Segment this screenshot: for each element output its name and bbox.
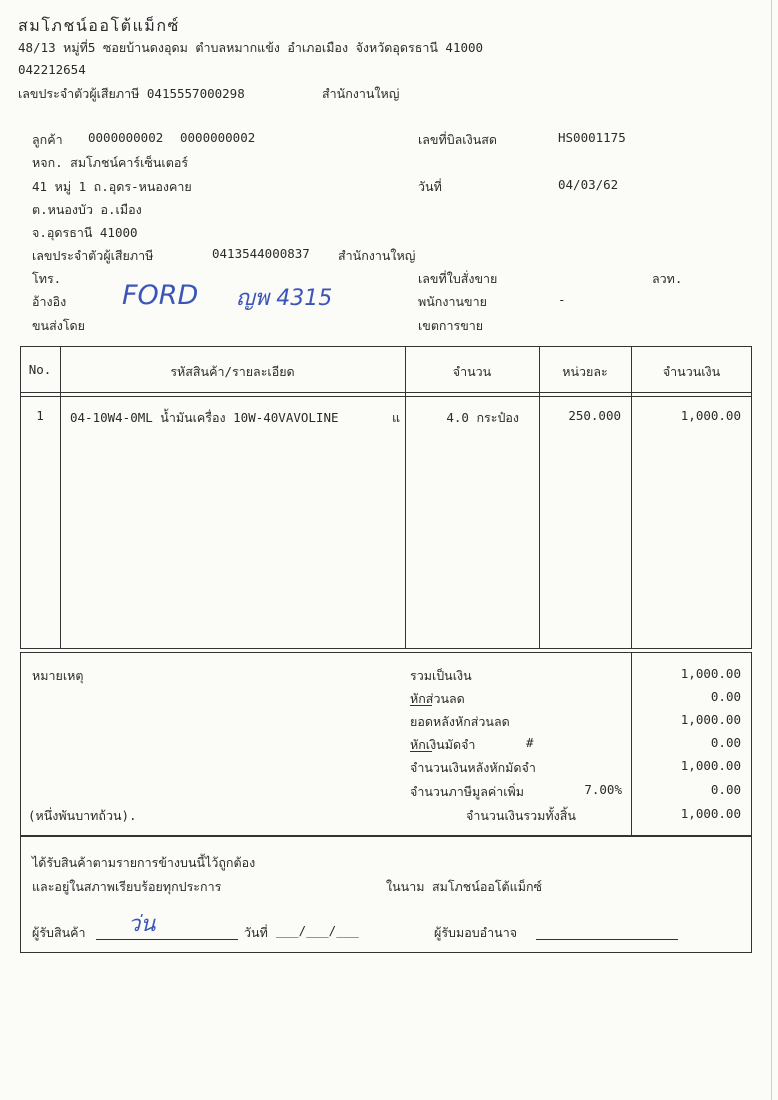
customer-phone-label: โทร. [32, 271, 62, 286]
bill-no-label: เลขที่บิลเงินสด [418, 132, 497, 147]
customer-code-2: 0000000002 [180, 130, 256, 145]
vat-value: 0.00 [710, 782, 741, 797]
grand-total-label: จำนวนเงินรวมทั้งสิ้น [466, 808, 576, 823]
col-divider-price [631, 346, 632, 649]
customer-name: หจก. สมโภชน์คาร์เซ็นเตอร์ [32, 155, 189, 170]
bill-date-label: วันที่ [418, 179, 442, 194]
deposit-mark: # [526, 735, 534, 750]
customer-tax-label: เลขประจำตัวผู้เสียภาษี [32, 248, 154, 263]
receiver-signature-line [96, 939, 238, 940]
customer-tax-id: 0413544000837 [212, 246, 310, 261]
header-amount: จำนวนเงิน [662, 364, 721, 379]
subtotal-label: รวมเป็นเงิน [410, 668, 472, 683]
customer-ship-label: ขนส่งโดย [32, 318, 85, 333]
customer-code: 0000000002 [88, 130, 164, 145]
discount-label: หักส่วนลด [410, 691, 465, 706]
deposit-label-underline [410, 751, 432, 752]
salesperson-label: พนักงานขาย [418, 294, 487, 309]
company-phone: 042212654 [18, 62, 86, 77]
customer-address-1: 41 หมู่ 1 ถ.อุดร-หนองคาย [32, 179, 192, 194]
remark-label: หมายเหตุ [32, 668, 84, 683]
handwritten-plate-note: ญพ 4315 [236, 286, 333, 311]
header-no: No. [28, 362, 52, 377]
after-discount-label: ยอดหลังหักส่วนลด [410, 714, 510, 729]
discount-label-underline [410, 705, 432, 706]
customer-address-3: จ.อุดรธานี 41000 [32, 225, 138, 240]
row-amount: 1,000.00 [680, 408, 741, 423]
company-branch: สำนักงานใหญ่ [322, 86, 400, 101]
customer-label: ลูกค้า [32, 132, 63, 147]
discount-value: 0.00 [710, 689, 741, 704]
header-qty: จำนวน [452, 364, 492, 379]
row-mark: แ [392, 410, 401, 425]
company-name: สมโภชน์ออโต้แม็กซ์ [18, 16, 180, 35]
header-unit-price: หน่วยละ [562, 364, 608, 379]
received-line-2: และอยู่ในสภาพเรียบร้อยทุกประการ [32, 879, 222, 894]
handwritten-ref-note: FORD [122, 280, 199, 311]
receive-date-blank: ___/___/___ [276, 923, 359, 938]
page-edge [771, 0, 772, 1100]
receive-date-label: วันที่ [244, 925, 268, 940]
customer-ref-label: อ้างอิง [32, 294, 67, 309]
receiver-label: ผู้รับสินค้า [32, 925, 86, 940]
on-behalf: ในนาม สมโภชน์ออโต้แม็กซ์ [386, 879, 543, 894]
authorized-label: ผู้รับมอบอำนาจ [434, 925, 518, 940]
vat-rate: 7.00% [584, 782, 622, 797]
after-deposit-label: จำนวนเงินหลังหักมัดจำ [410, 760, 536, 775]
customer-address-2: ต.หนองบัว อ.เมือง [32, 202, 142, 217]
receiver-signature: ว่น [128, 912, 156, 937]
amount-in-words: (หนึ่งพันบาทถ้วน). [28, 808, 137, 823]
items-header-divider [20, 392, 752, 393]
row-qty: 4.0 กระป๋อง [446, 410, 519, 425]
items-header-divider-2 [20, 396, 752, 397]
col-divider-qty [539, 346, 540, 649]
row-unit-price: 250.000 [568, 408, 621, 423]
deposit-label: หักเงินมัดจำ [410, 737, 476, 752]
order-no-label: เลขที่ใบสั่งขาย [418, 271, 498, 286]
grand-total-value: 1,000.00 [680, 806, 741, 821]
company-tax-id: เลขประจำตัวผู้เสียภาษี 0415557000298 [18, 86, 245, 101]
order-no-value: ลวท. [652, 271, 683, 286]
subtotal-value: 1,000.00 [680, 666, 741, 681]
sales-area-label: เขตการขาย [418, 318, 484, 333]
bill-date: 04/03/62 [558, 177, 619, 192]
row-no: 1 [36, 408, 44, 423]
deposit-value: 0.00 [710, 735, 741, 750]
after-deposit-value: 1,000.00 [680, 758, 741, 773]
header-desc: รหัสสินค้า/รายละเอียด [170, 364, 295, 379]
vat-label: จำนวนภาษีมูลค่าเพิ่ม [410, 784, 524, 799]
row-desc: 04-10W4-0ML น้ำมันเครื่อง 10W-40VAVOLINE [70, 410, 339, 425]
salesperson-value: - [558, 292, 566, 307]
after-discount-value: 1,000.00 [680, 712, 741, 727]
bill-no: HS0001175 [558, 130, 626, 145]
col-divider-desc [405, 346, 406, 649]
company-address: 48/13 หมู่ที่5 ซอยบ้านดงอุดม ตำบลหมากแข้ง อำเภอเมือง จังหวัดอุดรธานี 41000 [18, 40, 484, 55]
col-divider-no [60, 346, 61, 649]
customer-branch: สำนักงานใหญ่ [338, 248, 416, 263]
received-line-1: ได้รับสินค้าตามรายการข้างบนนี้ไว้ถูกต้อง [32, 855, 256, 870]
authorized-signature-line [536, 939, 678, 940]
